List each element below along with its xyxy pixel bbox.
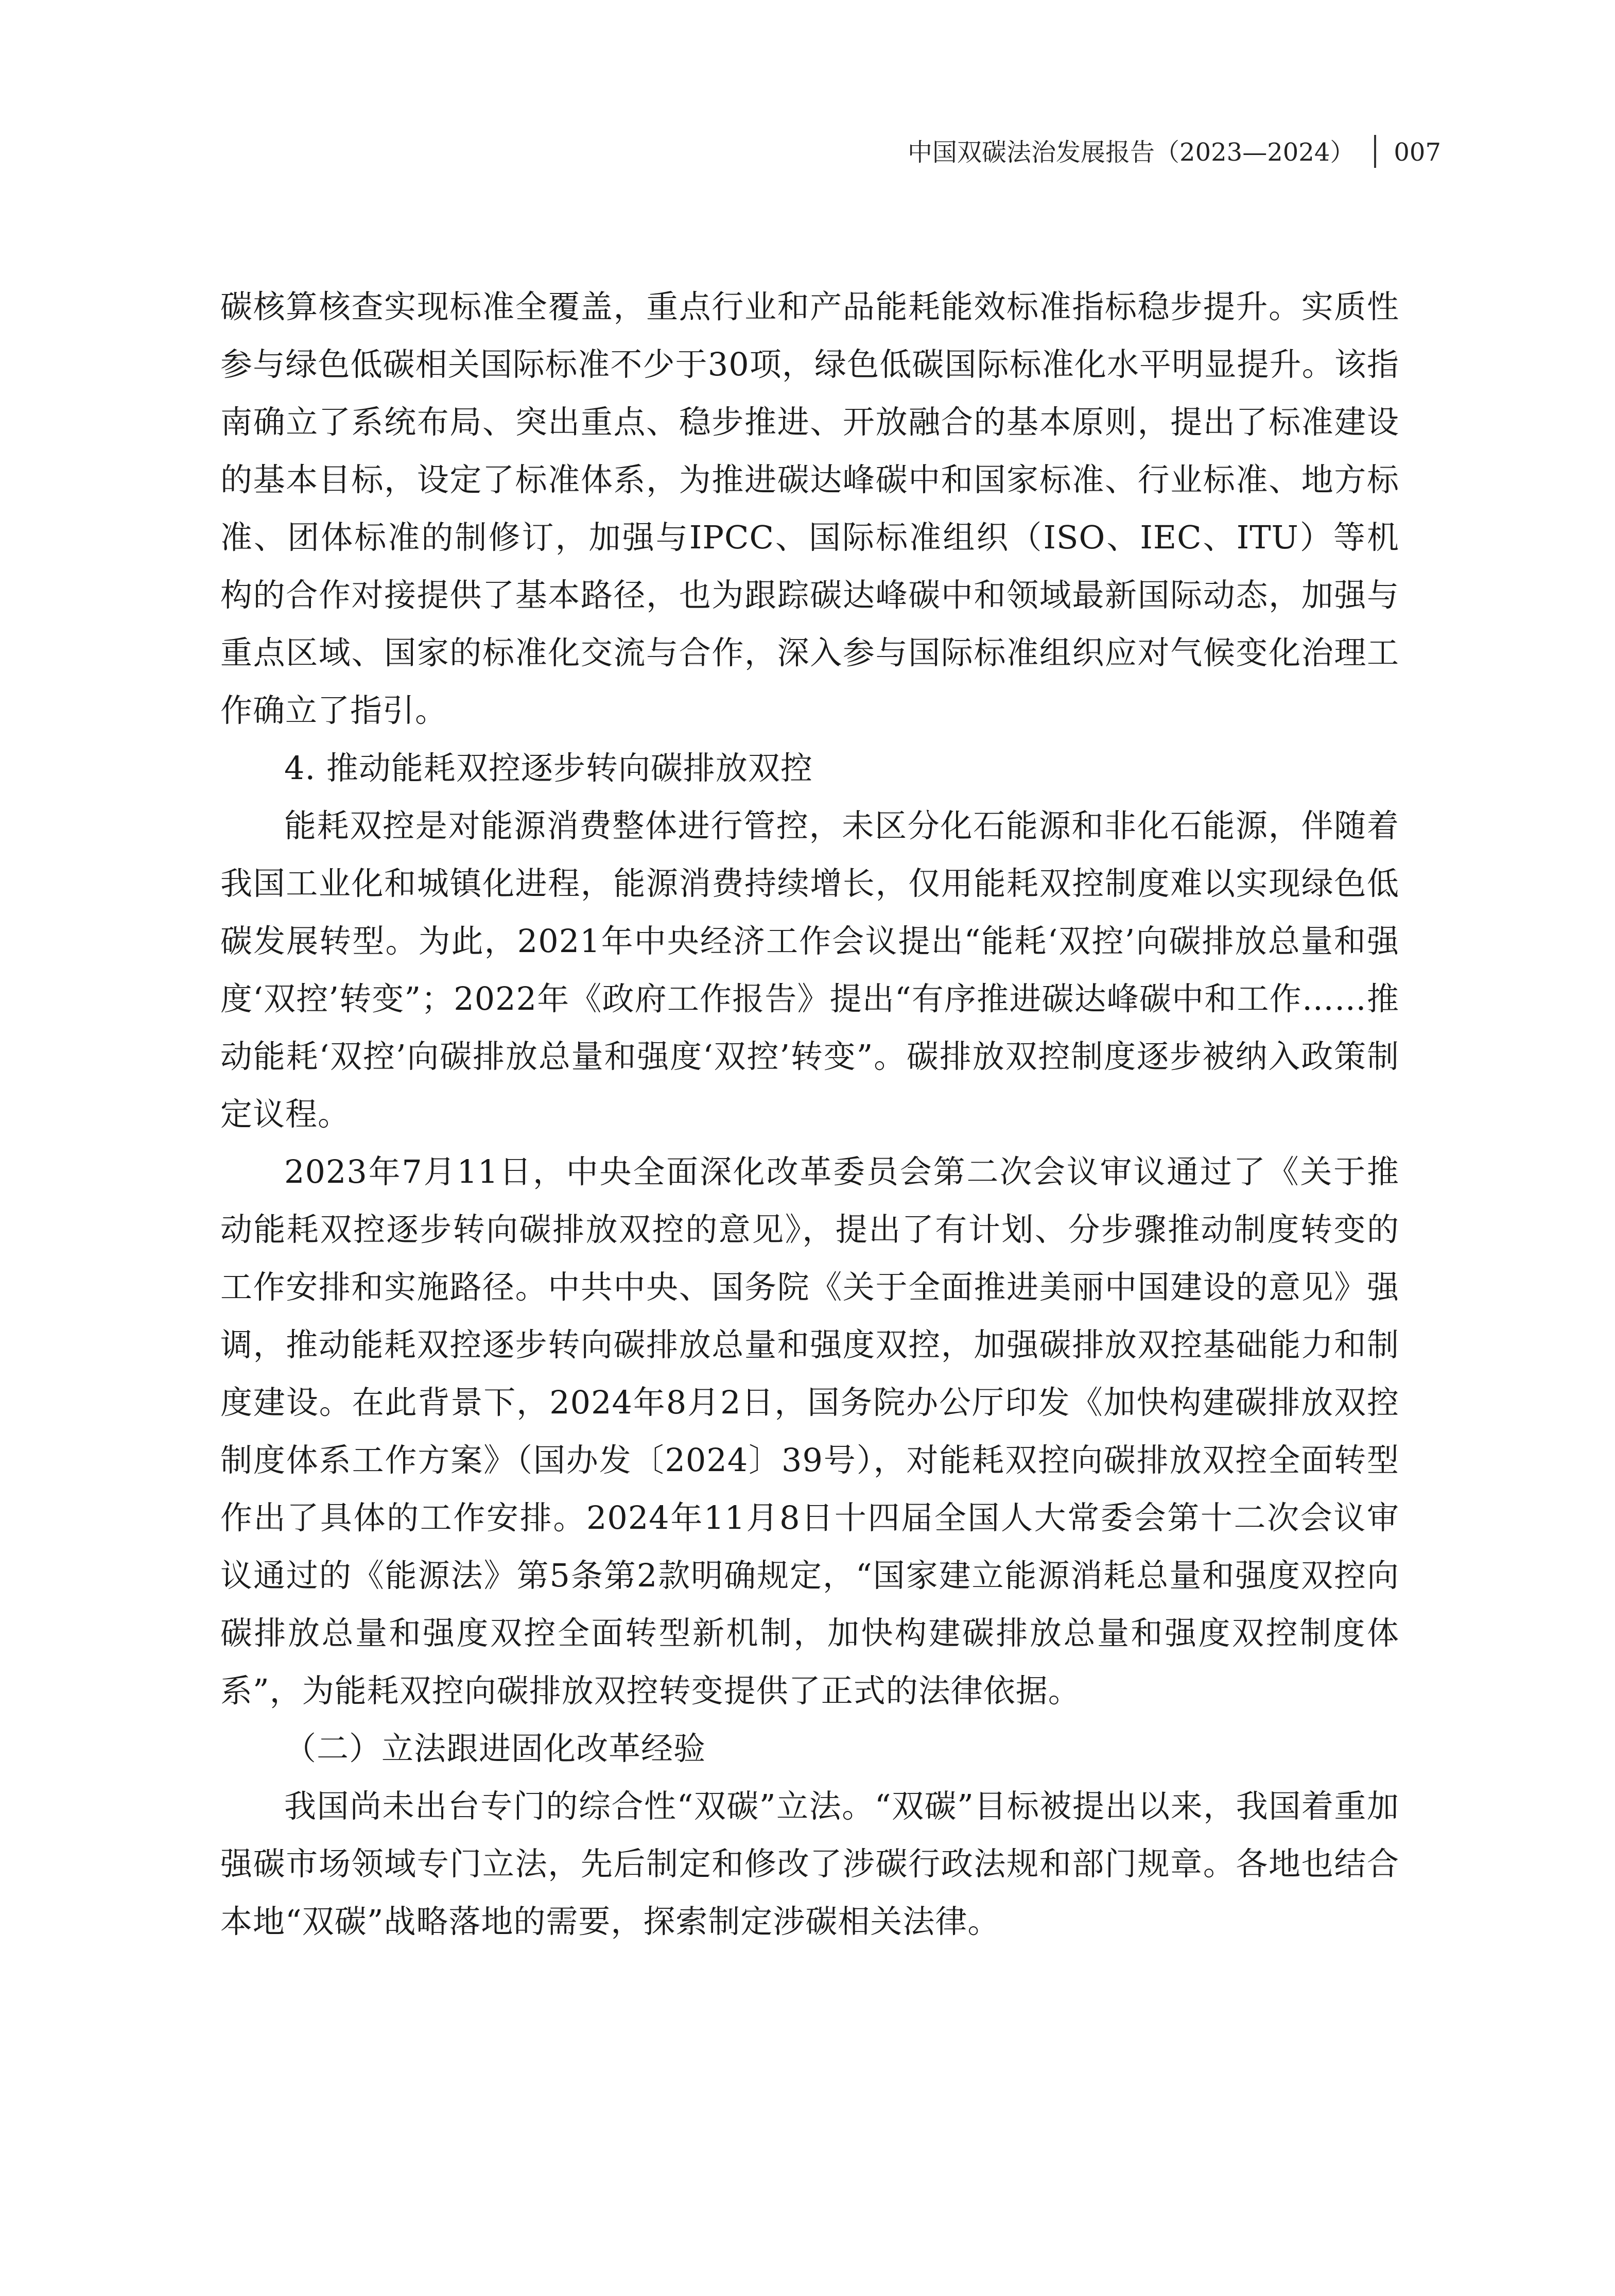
section-heading-2: （二）立法跟进固化改革经验 [284,1730,706,1767]
section-heading-4: 4. 推动能耗双控逐步转向碳排放双控 [284,749,813,787]
paragraph: 我国尚未出台专门的综合性“双碳”立法。“双碳”目标被提出以来，我国着重加强碳市场领域专门立法，先后制定和修改了涉碳行政法规和部门规章。各地也结合本地“双碳”战略落地的需要，探索制定涉碳相关法律。 [220,1787,1399,1940]
paragraph: 2023年7月11日，中央全面深化改革委员会第二次会议审议通过了《关于推动能耗双控逐步转向碳排放双控的意见》，提出了有计划、分步骤推动制度转变的工作安排和实施路径。中共中央、国务院《关于全面推进美丽中国建设的意见》强调，推动能耗双控逐步转向碳排放总量和强度双控，加强碳排放双控基础能力和制度建设。在此背景下，2024年8月2日，国务院办公厅印发《加快构建碳排放双控制度体系工作方案》（国办发〔2024〕39号），对能耗双控向碳排放双控全面转型作出了具体的工作安排。2024年11月8日十四届全国人大常委会第十二次会议审议通过的《能源法》第5条第2款明确规定，“国家建立能源消耗总量和强度双控向碳排放总量和强度双控全面转型新机制，加快构建碳排放总量和强度双控制度体系”，为能耗双控向碳排放双控转变提供了正式的法律依据。 [220,1153,1399,1710]
page-number: 007 [1394,138,1441,167]
book-title: 中国双碳法治发展报告（2023—2024） [908,138,1355,167]
header-divider [1374,135,1376,168]
paragraph-continued: 碳核算核查实现标准全覆盖，重点行业和产品能耗能效标准指标稳步提升。实质性参与绿色低碳相关国际标准不少于30项，绿色低碳国际标准化水平明显提升。该指南确立了系统布局、突出重点、稳步推进、开放融合的基本原则，提出了标准建设的基本目标，设定了标准体系，为推进碳达峰碳中和国家标准、行业标准、地方标准、团体标准的制修订，加强与IPCC、国际标准组织（ISO、IEC、ITU）等机构的合作对接提供了基本路径，也为跟踪碳达峰碳中和领域最新国际动态，加强与重点区域、国家的标准化交流与合作，深入参与国际标准组织应对气候变化治理工作确立了指引。 [220,288,1399,729]
running-header [908,135,1441,168]
body-text [220,278,1399,1950]
paragraph: 能耗双控是对能源消费整体进行管控，未区分化石能源和非化石能源，伴随着我国工业化和城镇化进程，能源消费持续增长，仅用能耗双控制度难以实现绿色低碳发展转型。为此，2021年中央经济工作会议提出“能耗‘双控’向碳排放总量和强度‘双控’转变”；2022年《政府工作报告》提出“有序推进碳达峰碳中和工作……推动能耗‘双控’向碳排放总量和强度‘双控’转变”。碳排放双控制度逐步被纳入政策制定议程。 [220,807,1399,1133]
